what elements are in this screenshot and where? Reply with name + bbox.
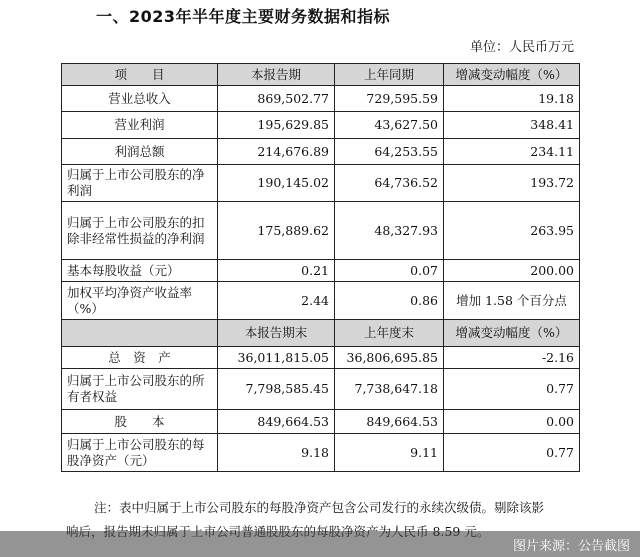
footnote-line: 注：表中归属于上市公司股东的每股净资产包含公司发行的永续次级债。剔除该影 <box>94 500 545 515</box>
row-label: 营业利润 <box>62 112 218 139</box>
header-cell <box>62 320 218 347</box>
row-label: 基本每股收益（元） <box>62 260 218 282</box>
header-cell: 上年同期 <box>335 64 444 86</box>
header-cell: 增减变动幅度（%） <box>444 64 580 86</box>
cell-value: 190,145.02 <box>218 165 335 202</box>
cell-value: 849,664.53 <box>335 410 444 434</box>
row-label: 加权平均净资产收益率（%） <box>62 282 218 320</box>
cell-value: 234.11 <box>444 139 580 165</box>
unit-label: 单位：人民币万元 <box>469 40 574 55</box>
cell-value: 175,889.62 <box>218 202 335 260</box>
header-cell: 上年度末 <box>335 320 444 347</box>
cell-value: 36,806,695.85 <box>335 347 444 369</box>
cell-value: 7,798,585.45 <box>218 369 335 410</box>
header-cell: 本报告期末 <box>218 320 335 347</box>
table-header-row <box>62 320 580 347</box>
table-row <box>62 202 580 260</box>
cell-value: 9.11 <box>335 434 444 472</box>
row-label: 股 本 <box>62 410 218 434</box>
table-row <box>62 139 580 165</box>
cell-value: 200.00 <box>444 260 580 282</box>
cell-value: 0.86 <box>335 282 444 320</box>
cell-value: 增加 1.58 个百分点 <box>444 282 580 320</box>
cell-value: 0.21 <box>218 260 335 282</box>
row-label: 归属于上市公司股东的扣除非经常性损益的净利润 <box>62 202 218 260</box>
row-label: 归属于上市公司股东的净利润 <box>62 165 218 202</box>
image-source-label: 图片来源：公告截图 <box>512 539 630 554</box>
cell-value: -2.16 <box>444 347 580 369</box>
cell-value: 729,595.59 <box>335 86 444 112</box>
cell-value: 7,738,647.18 <box>335 369 444 410</box>
table-row <box>62 86 580 112</box>
table-row <box>62 112 580 139</box>
table-row <box>62 434 580 472</box>
cell-value: 348.41 <box>444 112 580 139</box>
cell-value: 195,629.85 <box>218 112 335 139</box>
cell-value: 193.72 <box>444 165 580 202</box>
header-cell: 增减变动幅度（%） <box>444 320 580 347</box>
cell-value: 0.00 <box>444 410 580 434</box>
cell-value: 43,627.50 <box>335 112 444 139</box>
row-label: 利润总额 <box>62 139 218 165</box>
table-row <box>62 165 580 202</box>
financial-table <box>61 63 580 472</box>
cell-value: 0.07 <box>335 260 444 282</box>
cell-value: 0.77 <box>444 369 580 410</box>
cell-value: 64,253.55 <box>335 139 444 165</box>
cell-value: 36,011,815.05 <box>218 347 335 369</box>
image-source-banner <box>0 531 640 557</box>
cell-value: 48,327.93 <box>335 202 444 260</box>
header-cell: 本报告期 <box>218 64 335 86</box>
table-row <box>62 369 580 410</box>
table-row <box>62 410 580 434</box>
cell-value: 849,664.53 <box>218 410 335 434</box>
cell-value: 19.18 <box>444 86 580 112</box>
table-row <box>62 260 580 282</box>
cell-value: 869,502.77 <box>218 86 335 112</box>
row-label: 总 资 产 <box>62 347 218 369</box>
row-label: 归属于上市公司股东的所有者权益 <box>62 369 218 410</box>
table-row <box>62 347 580 369</box>
cell-value: 2.44 <box>218 282 335 320</box>
section-title: 一、2023年半年度主要财务数据和指标 <box>96 7 391 26</box>
cell-value: 9.18 <box>218 434 335 472</box>
table-row <box>62 282 580 320</box>
cell-value: 64,736.52 <box>335 165 444 202</box>
table-header-row <box>62 64 580 86</box>
cell-value: 214,676.89 <box>218 139 335 165</box>
cell-value: 263.95 <box>444 202 580 260</box>
cell-value: 0.77 <box>444 434 580 472</box>
row-label: 营业总收入 <box>62 86 218 112</box>
row-label: 归属于上市公司股东的每股净资产（元） <box>62 434 218 472</box>
header-cell: 项 目 <box>62 64 218 86</box>
